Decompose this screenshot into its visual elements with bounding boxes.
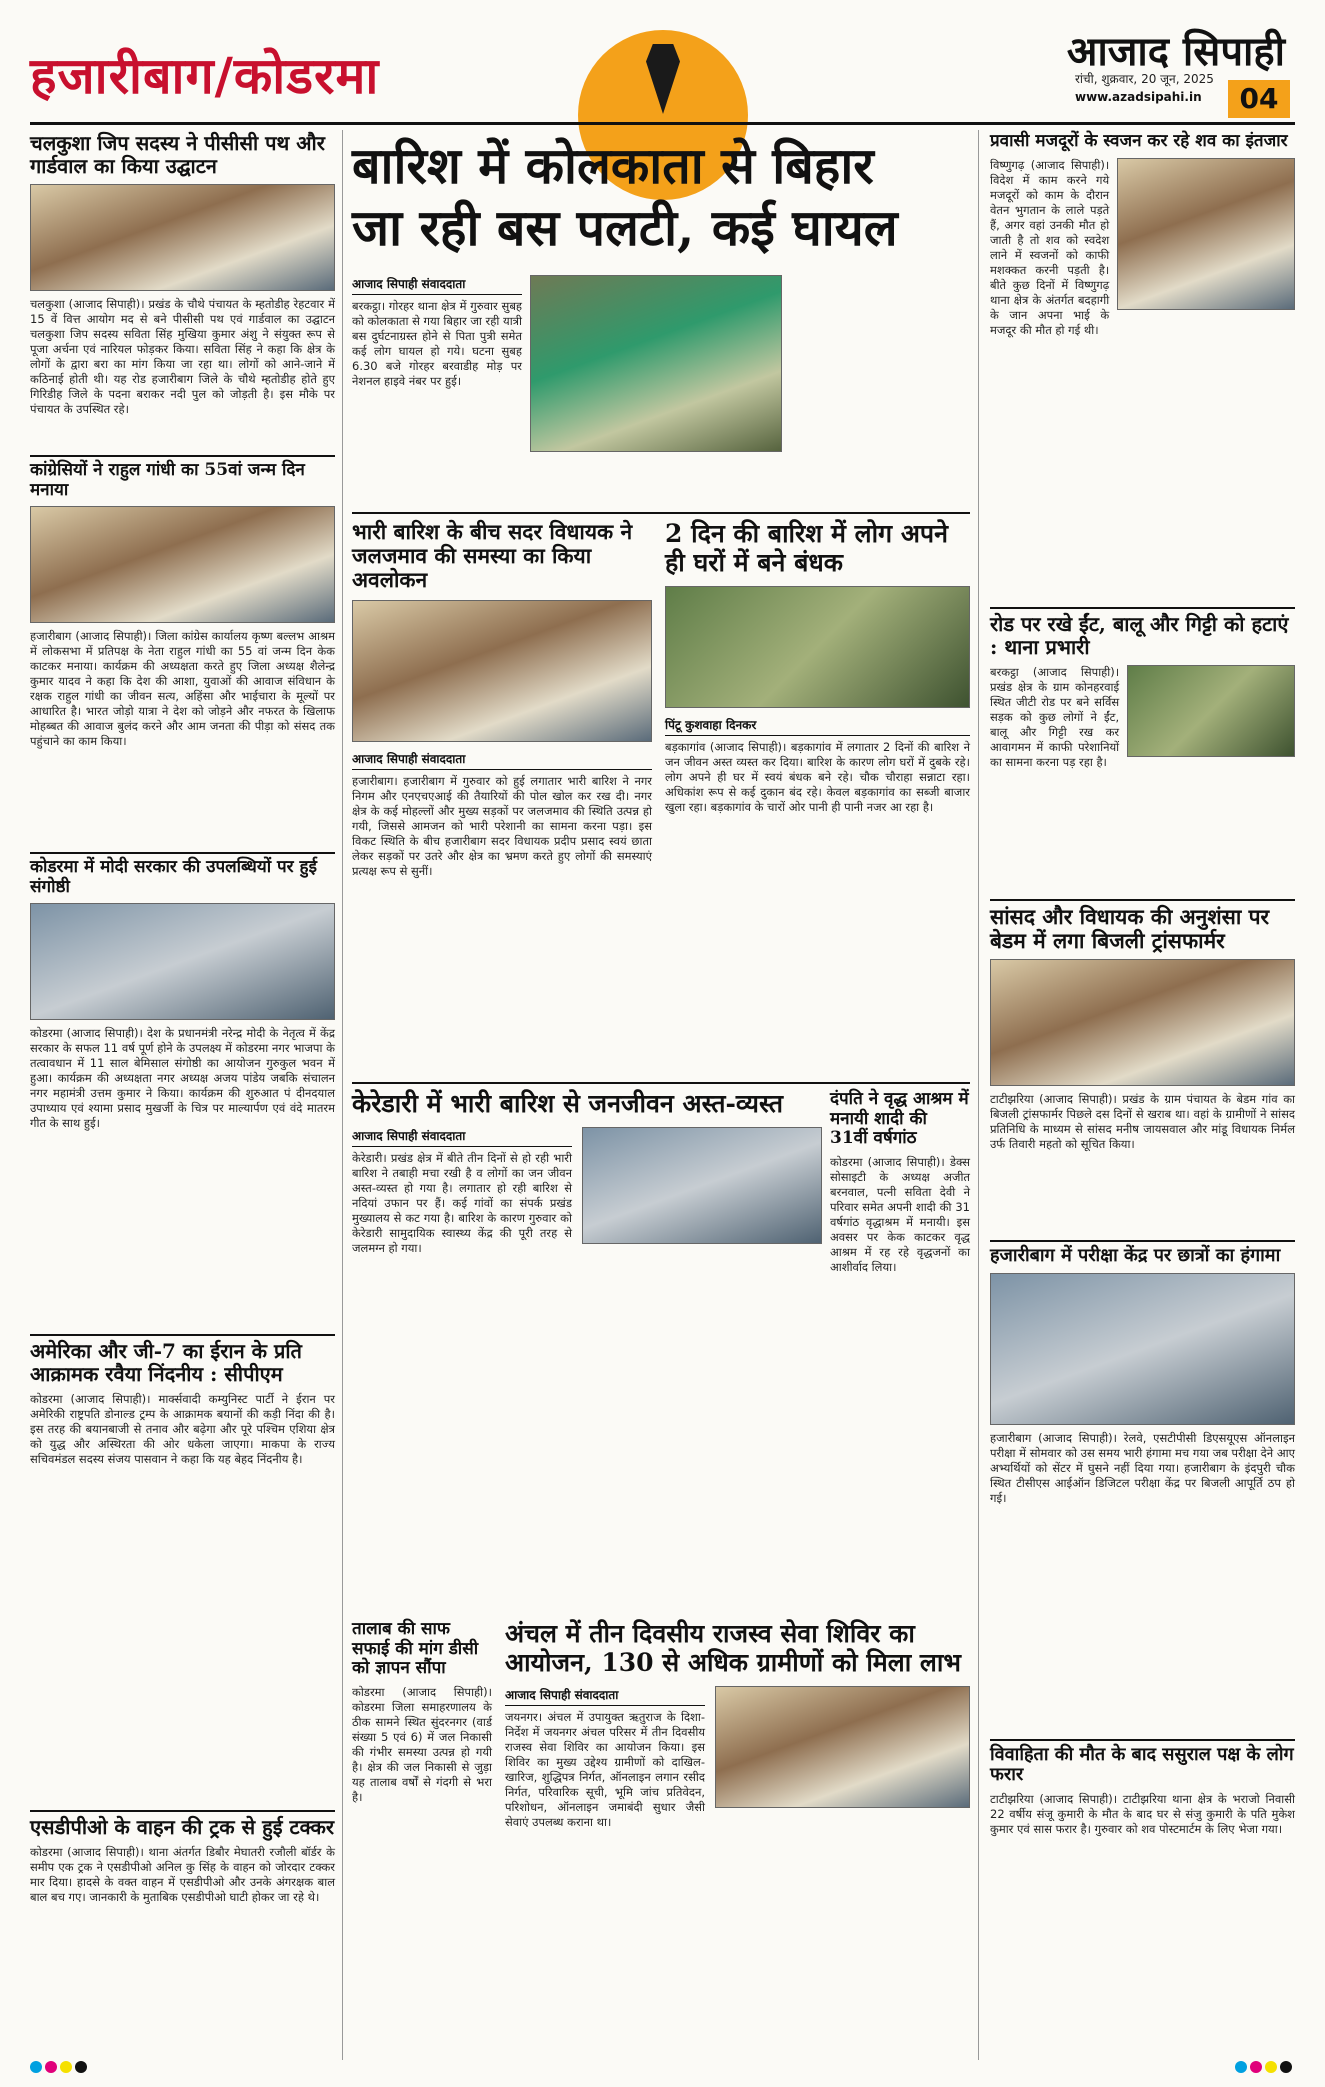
story-body: टाटीझरिया (आजाद सिपाही)। प्रखंड के ग्राम पंचायत के बेडम गांव का बिजली ट्रांसफार्मर पिछले दस दिनों से खराब था। वहां के ग्रामीणों ने सांसद प्रतिनिधि के माध्यम से सांसद मनीष जायसवाल और मांडू विधायक निर्मल उर्फ तिवारी महतो को सूचित किया। xyxy=(990,1091,1295,1151)
right-column xyxy=(990,132,1295,1882)
story-photo xyxy=(990,1273,1295,1425)
story-byline: पिंटू कुशवाहा दिनकर xyxy=(665,716,970,736)
lead-text-block xyxy=(352,275,522,484)
story-body: कोडरमा (आजाद सिपाही)। डेक्स सोसाइटी के अध्यक्ष अजीत बरनवाल, पत्नी सविता देवी ने परिवार समेत अपनी शादी की 31 वर्षगांठ वृद्धाश्रम में मनायी। इस अवसर पर केक काटकर वृद्ध आश्रम में रह रहे वृद्धजनों का आशीर्वाद लिया। xyxy=(830,1154,970,1274)
story-body: केरेडारी। प्रखंड क्षेत्र में बीते तीन दिनों से हो रही भारी बारिश ने तबाही मचा रखी है व लोगों का जन जीवन अस्त-व्यस्त हो गया है। लगातार हो रही बारिश से नदियां उफान पर हैं। कई गांवों का संपर्क प्रखंड मुख्यालय से कट गया है। बारिश के कारण गुरुवार को केरेडारी सामुदायिक स्वास्थ्य केंद्र की पूरी तरह से जलमग्न हो गया। xyxy=(352,1150,572,1255)
logo-emblem xyxy=(578,30,748,150)
page-number: 04 xyxy=(1228,80,1290,118)
story-headline: विवाहिता की मौत के बाद ससुराल पक्ष के लोग फरार xyxy=(990,1743,1294,1786)
lead-headline xyxy=(352,135,970,259)
story-photo xyxy=(30,184,335,291)
story-body: बरकट्ठा (आजाद सिपाही)। प्रखंड क्षेत्र के ग्राम कोनहरवाई स्थित जीटी रोड पर बने सर्विस सड़क को कुछ लोगों ने ईंट, बालू और गिट्टी रख कर आवागमन में काफी परेशानियों का सामना करना पड़ रहा है। xyxy=(990,664,1120,769)
news-story xyxy=(30,852,335,1326)
story-headline: कोडरमा में मोदी सरकार की उपलब्धियों पर हुई संगोष्ठी xyxy=(30,857,317,897)
story-body: कोडरमा (आजाद सिपाही)। कोडरमा जिला समाहरणालय के ठीक सामने स्थित सुंदरनगर (वार्ड संख्या 5 एवं 6) में जल निकासी की गंभीर समस्या उत्पन्न हो गयी है। क्षेत्र की जल निकासी से जुड़ा यह तालाब वर्षों से गंदगी से भरा है। xyxy=(352,1684,492,1804)
story-photo xyxy=(715,1686,970,1808)
story-headline: केरेडारी में भारी बारिश से जनजीवन अस्त-व्यस्त xyxy=(352,1089,783,1118)
story-headline: प्रवासी मजदूरों के स्वजन कर रहे शव का इंतजार xyxy=(990,131,1288,151)
story-body: बरकट्ठा। गोरहर थाना क्षेत्र में गुरुवार सुबह को कोलकाता से गया बिहार जा रही यात्री बस दुर्घटनाग्रस्त होने से पिता पुत्री समेत कई लोग घायल हो गये। घटना सुबह 6.30 बजे गोरहर बरवाडीह मोड़ पर नेशनल हाइवे नंबर पर हुई। xyxy=(352,299,522,388)
story-photo xyxy=(352,600,652,742)
paper-name: आजाद सिपाही xyxy=(1066,28,1285,75)
story-photo xyxy=(990,959,1295,1086)
lead-story xyxy=(352,135,970,259)
news-story xyxy=(990,132,1295,599)
news-story xyxy=(352,1090,822,1531)
column-divider xyxy=(342,130,343,2060)
story-body: बड़कागांव (आजाद सिपाही)। बड़कागांव में लगातार 2 दिनों की बारिश ने जन जीवन अस्त व्यस्त कर दिया। बारिश के कारण लोग घरों में दुबके रहे। लोग अपने ही घर में स्वयं बंधक बने रहे। चौक चौराहा सन्नाटा रहा। अधिकांश रूप से कई दुकान बंद रहे। केवल बड़कागांव का सब्जी बाजार खुला रहा। बड़कागांव के चारों ओर पानी ही पानी नजर आ रहा है। xyxy=(665,739,970,814)
story-photo xyxy=(582,1127,822,1244)
lead-headline-line: जा रही बस पलटी, कई घायल xyxy=(352,198,898,257)
news-story xyxy=(30,1334,335,1802)
story-body: जयनगर। अंचल में उपायुक्त ऋतुराज के दिशा-निर्देश में जयनगर अंचल परिसर में तीन दिवसीय राजस्व सेवा शिविर का आयोजन किया। इस शिविर का मुख्य उद्देश्य ग्रामीणों को दाखिल-खारिज, शुद्धिपत्र निर्गत, ऑनलाइन लगान रसीद निर्गत, परिवारिक सूची, भूमि जांच प्रतिवेदन, परिशोधन, ऑनलाइन जमाबंदी सुधार जैसी सेवाएं उपलब्ध कराना था। xyxy=(505,1709,705,1829)
story-body: हजारीबाग। हजारीबाग में गुरुवार को हुई लगातार भारी बारिश ने नगर निगम और एनएचएआई की तैयारियों की पोल खोल कर रख दी। नगर क्षेत्र के कई मोहल्लों और मुख्य सड़कों पर जलजमाव की स्थिति उत्पन्न हो गयी, जिससे आमजन को भारी परेशानी का सामना करना पड़ा। इस विकट स्थिति के बीच हजारीबाग सदर विधायक प्रदीप प्रसाद स्वयं छाता लेकर सड़कों पर उतरे और क्षेत्र का भ्रमण करते हुए लोगों की समस्याएं प्रत्यक्ष रूप से सुनीं। xyxy=(352,774,652,879)
dateline: रांची, शुक्रवार, 20 जून, 2025 xyxy=(1075,72,1214,86)
news-story xyxy=(30,1810,335,1950)
news-story xyxy=(990,899,1295,1232)
story-headline: रोड पर रखे ईंट, बालू और गिट्टी को हटाएं : थाना प्रभारी xyxy=(990,611,1289,659)
print-registration-marks xyxy=(1235,2058,1295,2072)
story-headline: तालाब की साफ सफाई की मांग डीसी को ज्ञापन सौंपा xyxy=(352,1619,479,1679)
print-registration-marks xyxy=(30,2058,90,2072)
story-body: विष्णुगढ़ (आजाद सिपाही)। विदेश में काम करने गये मजदूरों को काम के दौरान वेतन भुगतान के लाले पड़ते हैं, अगर वहां उनकी मौत हो जाती है तो शव को स्वदेश लाने में स्वजनों को काफी मशक्कत करनी पड़ती है। बीते कुछ दिनों में विष्णुगढ़ थाना क्षेत्र के अंतर्गत बदहागी के जान अपना भाई के मजदूर की मौत हो गई थी। xyxy=(990,157,1110,337)
story-photo xyxy=(1127,665,1295,757)
column-divider xyxy=(978,130,979,2060)
story-headline: हजारीबाग में परीक्षा केंद्र पर छात्रों का हंगामा xyxy=(990,1244,1281,1266)
left-column xyxy=(30,132,335,1950)
story-photo xyxy=(1117,158,1295,310)
story-body-continued xyxy=(990,314,1295,599)
story-headline: चलकुशा जिप सदस्य ने पीसीसी पथ और गार्डवाल का किया उद्घाटन xyxy=(30,131,325,178)
bus-accident-photo xyxy=(530,275,782,452)
news-story xyxy=(30,132,335,447)
news-story xyxy=(830,1090,970,1515)
story-headline: भारी बारिश के बीच सदर विधायक ने जलजमाव की समस्या का किया अवलोकन xyxy=(352,519,633,593)
story-body: कोडरमा (आजाद सिपाही)। मार्क्सवादी कम्युनिस्ट पार्टी ने ईरान पर अमेरिकी राष्ट्रपति डोनाल्ड ट्रम्प के आक्रामक बयानों की कड़ी निंदा की है। इस तरह की बयानबाजी से तनाव और बढ़ेगा और पूरे पश्चिम एशिया क्षेत्र को युद्ध और अस्थिरता की ओर धकेला जाएगा। माकपा के राज्य सचिवमंडल सदस्य संजय पासवान ने कहा कि यह बेहद निंदनीय है। xyxy=(30,1392,335,1467)
news-story xyxy=(505,1620,970,2010)
story-headline: दंपति ने वृद्ध आश्रम में मनायी शादी की 31वीं वर्षगांठ xyxy=(830,1089,969,1149)
news-story xyxy=(990,1240,1295,1731)
story-body-continued xyxy=(790,275,970,500)
story-body-continued xyxy=(990,761,1295,891)
news-story xyxy=(352,520,652,1009)
section-title: हजारीबाग/कोडरमा xyxy=(30,46,380,105)
website-url: www.azadsipahi.in xyxy=(1075,90,1202,104)
story-byline: आजाद सिपाही संवाददाता xyxy=(505,1686,705,1706)
lead-headline-line: बारिश में कोलकाता से बिहार xyxy=(352,136,874,195)
section-rule xyxy=(352,512,970,514)
story-body: कोडरमा (आजाद सिपाही)। थाना अंतर्गत डिबौर मेघातरी रजौली बॉर्डर के समीप एक ट्रक ने एसडीपीओ अनिल कु सिंह के वाहन को जोरदार टक्कर मार दिया। हादसे के वक्त वाहन में एसडीपीओ और उनके अंगरक्षक बाल बाल बच गए। जानकारी के मुताबिक एसडीपीओ घाटी होकर जा रहे थे। xyxy=(30,1845,335,1905)
story-headline: एसडीपीओ के वाहन की ट्रक से हुई टक्कर xyxy=(30,1815,335,1840)
story-headline: अमेरिका और जी-7 का ईरान के प्रति आक्रामक रवैया निंदनीय : सीपीएम xyxy=(30,1339,302,1387)
story-photo xyxy=(30,903,335,1020)
masthead-rule xyxy=(30,122,1295,125)
story-body: हजारीबाग (आजाद सिपाही)। जिला कांग्रेस कार्यालय कृष्ण बल्लभ आश्रम में लोकसभा में प्रतिपक्ष के नेता राहुल गांधी का 55 वां जन्म दिन केक काटकर मनाया। कार्यक्रम की अध्यक्षता करते हुए जिला अध्यक्ष शैलेन्द्र कुमार यादव ने कहा कि देश की आशा, युवाओं की आवाज संविधान के रक्षक राहुल गांधी का जीवन सत्य, अहिंसा और भाईचारा के मूल्यों पर आधारित है। भारत जोड़ो यात्रा ने देश को जोड़ने और नफरत के खिलाफ मोहब्बत की आवाज बुलंद करने और आम जनता की पीड़ा को संसद तक पहुंचाने का काम किया। xyxy=(30,629,335,749)
story-body: चलकुशा (आजाद सिपाही)। प्रखंड के चौथे पंचायत के म्हतोडीह रेहटवार में 15 वें वित्त आयोग मद से बने पीसीसी पथ एवं गार्डवाल का उद्घाटन चलकुशा जिप सदस्य सविता सिंह मुखिया कुमार अंशु ने संयुक्त रूप से पूजा अर्चना एवं नारियल फोड़कर किया। सविता सिंह ने कहा कि क्षेत्र के लोगों के द्वारा बरा का मांग किया जा रहा था। लोगों को आने-जाने में कठिनाई होती थी। यह रोड हजारीबाग जिले के चौथे म्हतोडीह होते हुए गिरिडीह जिले के पदना बराकर नदी पुल को जोड़ती है। इस मौके पर पंचायत के उपस्थित रहे। xyxy=(30,297,335,416)
story-body: टाटीझरिया (आजाद सिपाही)। टाटीझरिया थाना क्षेत्र के भराजो निवासी 22 वर्षीय संजू कुमारी के मौत के बाद घर से संजु कुमारी के पति मुकेश कुमार एवं सास फरार है। गुरुवार को शव पोस्टमार्टम के लिए भेजा गया। xyxy=(990,1791,1295,1836)
news-story xyxy=(990,1739,1295,1882)
story-headline: 2 दिन की बारिश में लोग अपने ही घरों में बने बंधक xyxy=(665,519,948,577)
news-story xyxy=(30,455,335,844)
story-byline: आजाद सिपाही संवाददाता xyxy=(352,275,522,295)
story-body-continued xyxy=(530,455,780,500)
story-headline: अंचल में तीन दिवसीय राजस्व सेवा शिविर का आयोजन, 130 से अधिक ग्रामीणों को मिला लाभ xyxy=(505,1619,961,1677)
news-story xyxy=(665,520,970,975)
section-rule xyxy=(352,1082,970,1084)
story-byline: आजाद सिपाही संवाददाता xyxy=(352,1127,572,1147)
story-headline: सांसद और विधायक की अनुशंसा पर बेडम में लगा बिजली ट्रांसफार्मर xyxy=(990,903,1270,953)
story-body: कोडरमा (आजाद सिपाही)। देश के प्रधानमंत्री नरेन्द्र मोदी के नेतृत्व में केंद्र सरकार के सफल 11 वर्ष पूर्ण होने के उपलक्ष्य में कोडरमा नगर भाजपा के तत्वावधान में 11 साल बेमिसाल संगोष्ठी का आयोजन गुरुकुल भवन में हुआ। कार्यक्रम की अध्यक्षता नगर अध्यक्ष अजय पांडेय जबकि संचालन नगर महामंत्री उत्तम कुमार ने किया। कार्यक्रम की शुरुआत पं दीनदयाल उपाध्याय एवं श्यामा प्रसाद मुखर्जी के चित्र पर माल्यार्पण एवं वंदे मातरम गीत के साथ हुई। xyxy=(30,1026,335,1131)
story-headline: कांग्रेसियों ने राहुल गांधी का 55वां जन्म दिन मनाया xyxy=(30,460,305,500)
story-photo xyxy=(665,586,970,708)
news-story xyxy=(352,1620,492,2045)
story-photo xyxy=(30,506,335,623)
story-byline: आजाद सिपाही संवाददाता xyxy=(352,750,652,770)
story-body: हजारीबाग (आजाद सिपाही)। रेलवे, एसटीपीसी डिएसयूएस ऑनलाइन परीक्षा में सोमवार को उस समय भारी हंगामा मच गया जब परीक्षा देने आए अभ्यर्थियों को सेंटर में घुसने नहीं दिया गया। हजारीबाग के इंदपुरी चौक स्थित टीसीएस आईऑन डिजिटल परीक्षा केंद्र पर बिजली आपूर्ति ठप हो गई। xyxy=(990,1430,1295,1505)
news-story xyxy=(990,607,1295,891)
